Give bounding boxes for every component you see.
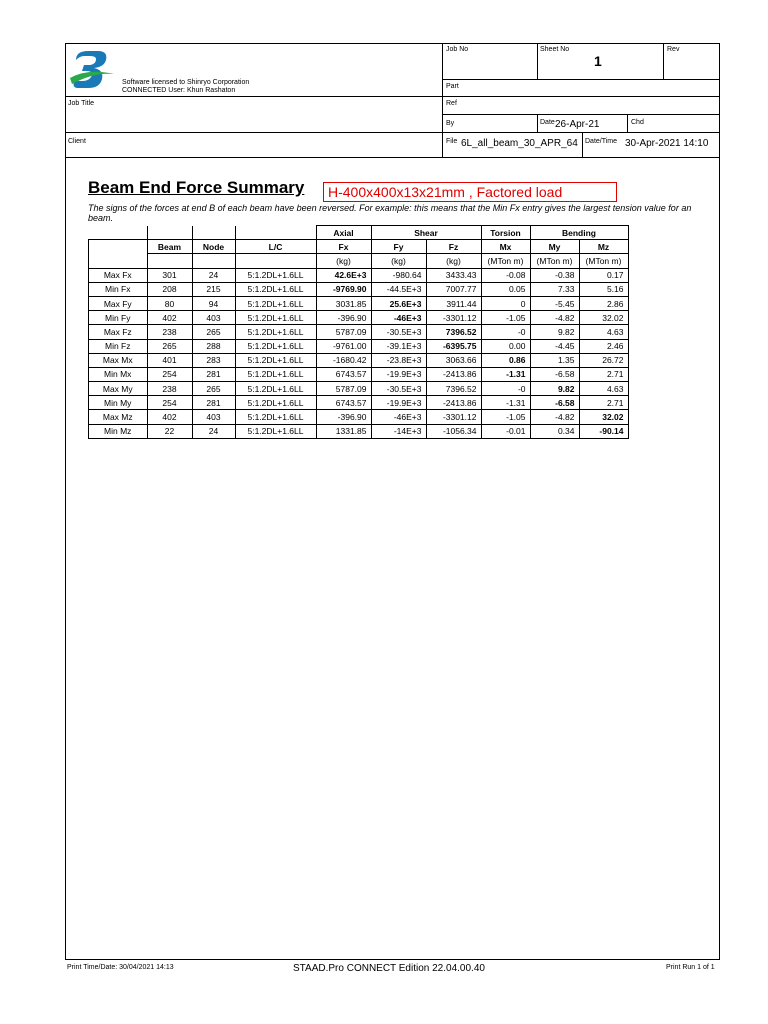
cell-lc: 5:1.2DL+1.6LL — [235, 353, 316, 367]
row-label: Max Fz — [89, 325, 148, 339]
row-label: Min Fz — [89, 339, 148, 353]
cell-my: -4.45 — [530, 339, 579, 353]
table-row — [89, 325, 629, 339]
row-label: Max Fy — [89, 296, 148, 310]
cell-fy: -30.5E+3 — [371, 382, 426, 396]
datetime-label: Date/Time — [585, 138, 618, 145]
table-row — [89, 311, 629, 325]
group-shear: Shear — [371, 226, 481, 240]
cell-fz: -3301.12 — [426, 410, 481, 424]
license-line1: Software licensed to Shinryo Corporation — [122, 79, 250, 86]
cell-lc: 5:1.2DL+1.6LL — [235, 367, 316, 381]
print-run: Print Run 1 of 1 — [666, 964, 715, 971]
cell-my: -6.58 — [530, 367, 579, 381]
date-value: 26-Apr-21 — [555, 119, 600, 130]
cell-mz: 2.86 — [579, 296, 628, 310]
cell-lc: 5:1.2DL+1.6LL — [235, 325, 316, 339]
header-rule — [627, 114, 628, 132]
cell-fz: 7396.52 — [426, 382, 481, 396]
cell-lc: 5:1.2DL+1.6LL — [235, 282, 316, 296]
cell-mz: 2.71 — [579, 396, 628, 410]
cell-my: 7.33 — [530, 282, 579, 296]
cell-mz: 4.63 — [579, 325, 628, 339]
cell-fy: -980.64 — [371, 268, 426, 282]
cell-fx: 5787.09 — [316, 325, 371, 339]
cell-my: -6.58 — [530, 396, 579, 410]
cell-mx: -0.08 — [481, 268, 530, 282]
unit-fz: (kg) — [426, 254, 481, 268]
unit-mx: (MTon m) — [481, 254, 530, 268]
cell-lc: 5:1.2DL+1.6LL — [235, 410, 316, 424]
cell-fx: 42.6E+3 — [316, 268, 371, 282]
cell-fz: -6395.75 — [426, 339, 481, 353]
rev-label: Rev — [667, 46, 680, 53]
cell-fx: -396.90 — [316, 410, 371, 424]
cell-my: 9.82 — [530, 382, 579, 396]
cell-fx: 3031.85 — [316, 296, 371, 310]
cell-beam: 80 — [147, 296, 192, 310]
cell-mz: 32.02 — [579, 410, 628, 424]
cell-node: 24 — [192, 268, 235, 282]
section-note: H-400x400x13x21mm , Factored load — [323, 182, 617, 202]
cell-mz: 0.17 — [579, 268, 628, 282]
cell-beam: 265 — [147, 339, 192, 353]
cell-lc: 5:1.2DL+1.6LL — [235, 339, 316, 353]
table-row — [89, 382, 629, 396]
row-label: Min My — [89, 396, 148, 410]
cell-fy: -14E+3 — [371, 424, 426, 438]
group-bending: Bending — [530, 226, 628, 240]
cell-fx: 1331.85 — [316, 424, 371, 438]
cell-fx: 5787.09 — [316, 382, 371, 396]
cell-beam: 402 — [147, 311, 192, 325]
cell-mx: 0.05 — [481, 282, 530, 296]
part-label: Part — [446, 83, 459, 90]
row-label: Max Mz — [89, 410, 148, 424]
file-value: 6L_all_beam_30_APR_64 — [461, 138, 578, 149]
cell-fy: -19.9E+3 — [371, 396, 426, 410]
col-lc: L/C — [235, 240, 316, 254]
cell-node: 24 — [192, 424, 235, 438]
cell-node: 403 — [192, 410, 235, 424]
cell-node: 281 — [192, 367, 235, 381]
table-row — [89, 282, 629, 296]
group-header-row — [89, 226, 629, 240]
cell-mz: 32.02 — [579, 311, 628, 325]
beam-end-force-table — [88, 225, 629, 439]
page-title: Beam End Force Summary — [88, 178, 305, 197]
cell-mx: -0.01 — [481, 424, 530, 438]
cell-fz: 7007.77 — [426, 282, 481, 296]
cell-fy: -23.8E+3 — [371, 353, 426, 367]
row-label: Min Mx — [89, 367, 148, 381]
cell-beam: 254 — [147, 367, 192, 381]
ref-label: Ref — [446, 100, 457, 107]
cell-fy: -46E+3 — [371, 410, 426, 424]
cell-beam: 238 — [147, 382, 192, 396]
cell-my: -4.82 — [530, 410, 579, 424]
row-label: Min Fx — [89, 282, 148, 296]
col-node: Node — [192, 240, 235, 254]
col-my: My — [530, 240, 579, 254]
table-row — [89, 396, 629, 410]
cell-fz: -1056.34 — [426, 424, 481, 438]
cell-fx: 6743.57 — [316, 367, 371, 381]
cell-fy: -30.5E+3 — [371, 325, 426, 339]
cell-fz: 3433.43 — [426, 268, 481, 282]
unit-my: (MTon m) — [530, 254, 579, 268]
header-rule — [582, 132, 583, 157]
group-axial: Axial — [316, 226, 371, 240]
cell-fz: -3301.12 — [426, 311, 481, 325]
cell-node: 281 — [192, 396, 235, 410]
row-label: Max Mx — [89, 353, 148, 367]
header-rule — [442, 43, 443, 157]
cell-lc: 5:1.2DL+1.6LL — [235, 268, 316, 282]
header-rule — [65, 96, 720, 97]
description: The signs of the forces at end B of each beam have been reversed. For example: this means that the Min Fx entry gives the largest tension value for an beam. — [88, 203, 692, 223]
cell-mx: -1.31 — [481, 367, 530, 381]
cell-mz: 26.72 — [579, 353, 628, 367]
header-rule — [537, 114, 538, 132]
cell-fy: -44.5E+3 — [371, 282, 426, 296]
cell-mx: 0.00 — [481, 339, 530, 353]
cell-fz: 3063.66 — [426, 353, 481, 367]
cell-lc: 5:1.2DL+1.6LL — [235, 424, 316, 438]
table-row — [89, 339, 629, 353]
cell-mx: 0 — [481, 296, 530, 310]
table-row — [89, 268, 629, 282]
cell-beam: 208 — [147, 282, 192, 296]
cell-my: -4.82 — [530, 311, 579, 325]
group-torsion: Torsion — [481, 226, 530, 240]
row-label: Max My — [89, 382, 148, 396]
cell-fx: -1680.42 — [316, 353, 371, 367]
sheet-no-value: 1 — [594, 53, 602, 69]
cell-node: 215 — [192, 282, 235, 296]
col-beam: Beam — [147, 240, 192, 254]
unit-mz: (MTon m) — [579, 254, 628, 268]
cell-beam: 402 — [147, 410, 192, 424]
col-fx: Fx — [316, 240, 371, 254]
cell-node: 288 — [192, 339, 235, 353]
col-mz: Mz — [579, 240, 628, 254]
column-header-row — [89, 240, 629, 254]
cell-node: 265 — [192, 382, 235, 396]
sheet-no-label: Sheet No — [540, 46, 570, 53]
cell-fx: -396.90 — [316, 311, 371, 325]
row-label: Min Mz — [89, 424, 148, 438]
table-row — [89, 424, 629, 438]
cell-fz: -2413.86 — [426, 396, 481, 410]
cell-fy: -39.1E+3 — [371, 339, 426, 353]
client-label: Client — [68, 138, 86, 145]
cell-mx: -1.05 — [481, 410, 530, 424]
cell-lc: 5:1.2DL+1.6LL — [235, 396, 316, 410]
license-line2: CONNECTED User: Khun Rashaton — [122, 87, 236, 94]
cell-node: 283 — [192, 353, 235, 367]
cell-beam: 238 — [147, 325, 192, 339]
chd-label: Chd — [631, 119, 644, 126]
cell-node: 94 — [192, 296, 235, 310]
bentley-logo-icon — [68, 48, 118, 93]
print-time: Print Time/Date: 30/04/2021 14:13 — [67, 964, 174, 971]
header-rule — [663, 43, 664, 79]
cell-mx: -0 — [481, 382, 530, 396]
header-rule — [442, 114, 720, 115]
cell-mz: -90.14 — [579, 424, 628, 438]
cell-lc: 5:1.2DL+1.6LL — [235, 311, 316, 325]
cell-node: 403 — [192, 311, 235, 325]
job-title-label: Job Title — [68, 100, 95, 107]
header-rule — [65, 132, 720, 133]
product-version: STAAD.Pro CONNECT Edition 22.04.00.40 — [293, 963, 485, 974]
units-row — [89, 254, 629, 268]
cell-mx: -1.31 — [481, 396, 530, 410]
cell-fy: -19.9E+3 — [371, 367, 426, 381]
cell-mz: 2.71 — [579, 367, 628, 381]
table-row — [89, 410, 629, 424]
datetime-value: 30-Apr-2021 14:10 — [625, 138, 709, 149]
license-text — [122, 79, 249, 95]
header-rule — [65, 157, 720, 158]
cell-mz: 4.63 — [579, 382, 628, 396]
table-row — [89, 353, 629, 367]
unit-fx: (kg) — [316, 254, 371, 268]
job-no-label: Job No — [446, 46, 469, 53]
row-label: Min Fy — [89, 311, 148, 325]
cell-lc: 5:1.2DL+1.6LL — [235, 382, 316, 396]
by-label: By — [446, 120, 455, 127]
cell-fz: 7396.52 — [426, 325, 481, 339]
cell-mx: 0.86 — [481, 353, 530, 367]
cell-node: 265 — [192, 325, 235, 339]
file-label: File — [446, 138, 458, 145]
cell-my: -5.45 — [530, 296, 579, 310]
cell-fx: -9761.00 — [316, 339, 371, 353]
cell-mz: 5.16 — [579, 282, 628, 296]
table-row — [89, 367, 629, 381]
cell-beam: 254 — [147, 396, 192, 410]
cell-fz: -2413.86 — [426, 367, 481, 381]
col-mx: Mx — [481, 240, 530, 254]
header-rule — [442, 79, 720, 80]
cell-my: 0.34 — [530, 424, 579, 438]
cell-beam: 301 — [147, 268, 192, 282]
unit-fy: (kg) — [371, 254, 426, 268]
cell-lc: 5:1.2DL+1.6LL — [235, 296, 316, 310]
date-label: Date — [540, 119, 555, 126]
col-fz: Fz — [426, 240, 481, 254]
cell-mx: -0 — [481, 325, 530, 339]
col-fy: Fy — [371, 240, 426, 254]
cell-my: 1.35 — [530, 353, 579, 367]
cell-beam: 22 — [147, 424, 192, 438]
table-row — [89, 296, 629, 310]
cell-beam: 401 — [147, 353, 192, 367]
cell-my: -0.38 — [530, 268, 579, 282]
cell-fy: 25.6E+3 — [371, 296, 426, 310]
cell-fx: -9769.90 — [316, 282, 371, 296]
cell-fz: 3911.44 — [426, 296, 481, 310]
cell-mz: 2.46 — [579, 339, 628, 353]
cell-mx: -1.05 — [481, 311, 530, 325]
header-rule — [537, 43, 538, 79]
cell-my: 9.82 — [530, 325, 579, 339]
row-label: Max Fx — [89, 268, 148, 282]
cell-fx: 6743.57 — [316, 396, 371, 410]
cell-fy: -46E+3 — [371, 311, 426, 325]
